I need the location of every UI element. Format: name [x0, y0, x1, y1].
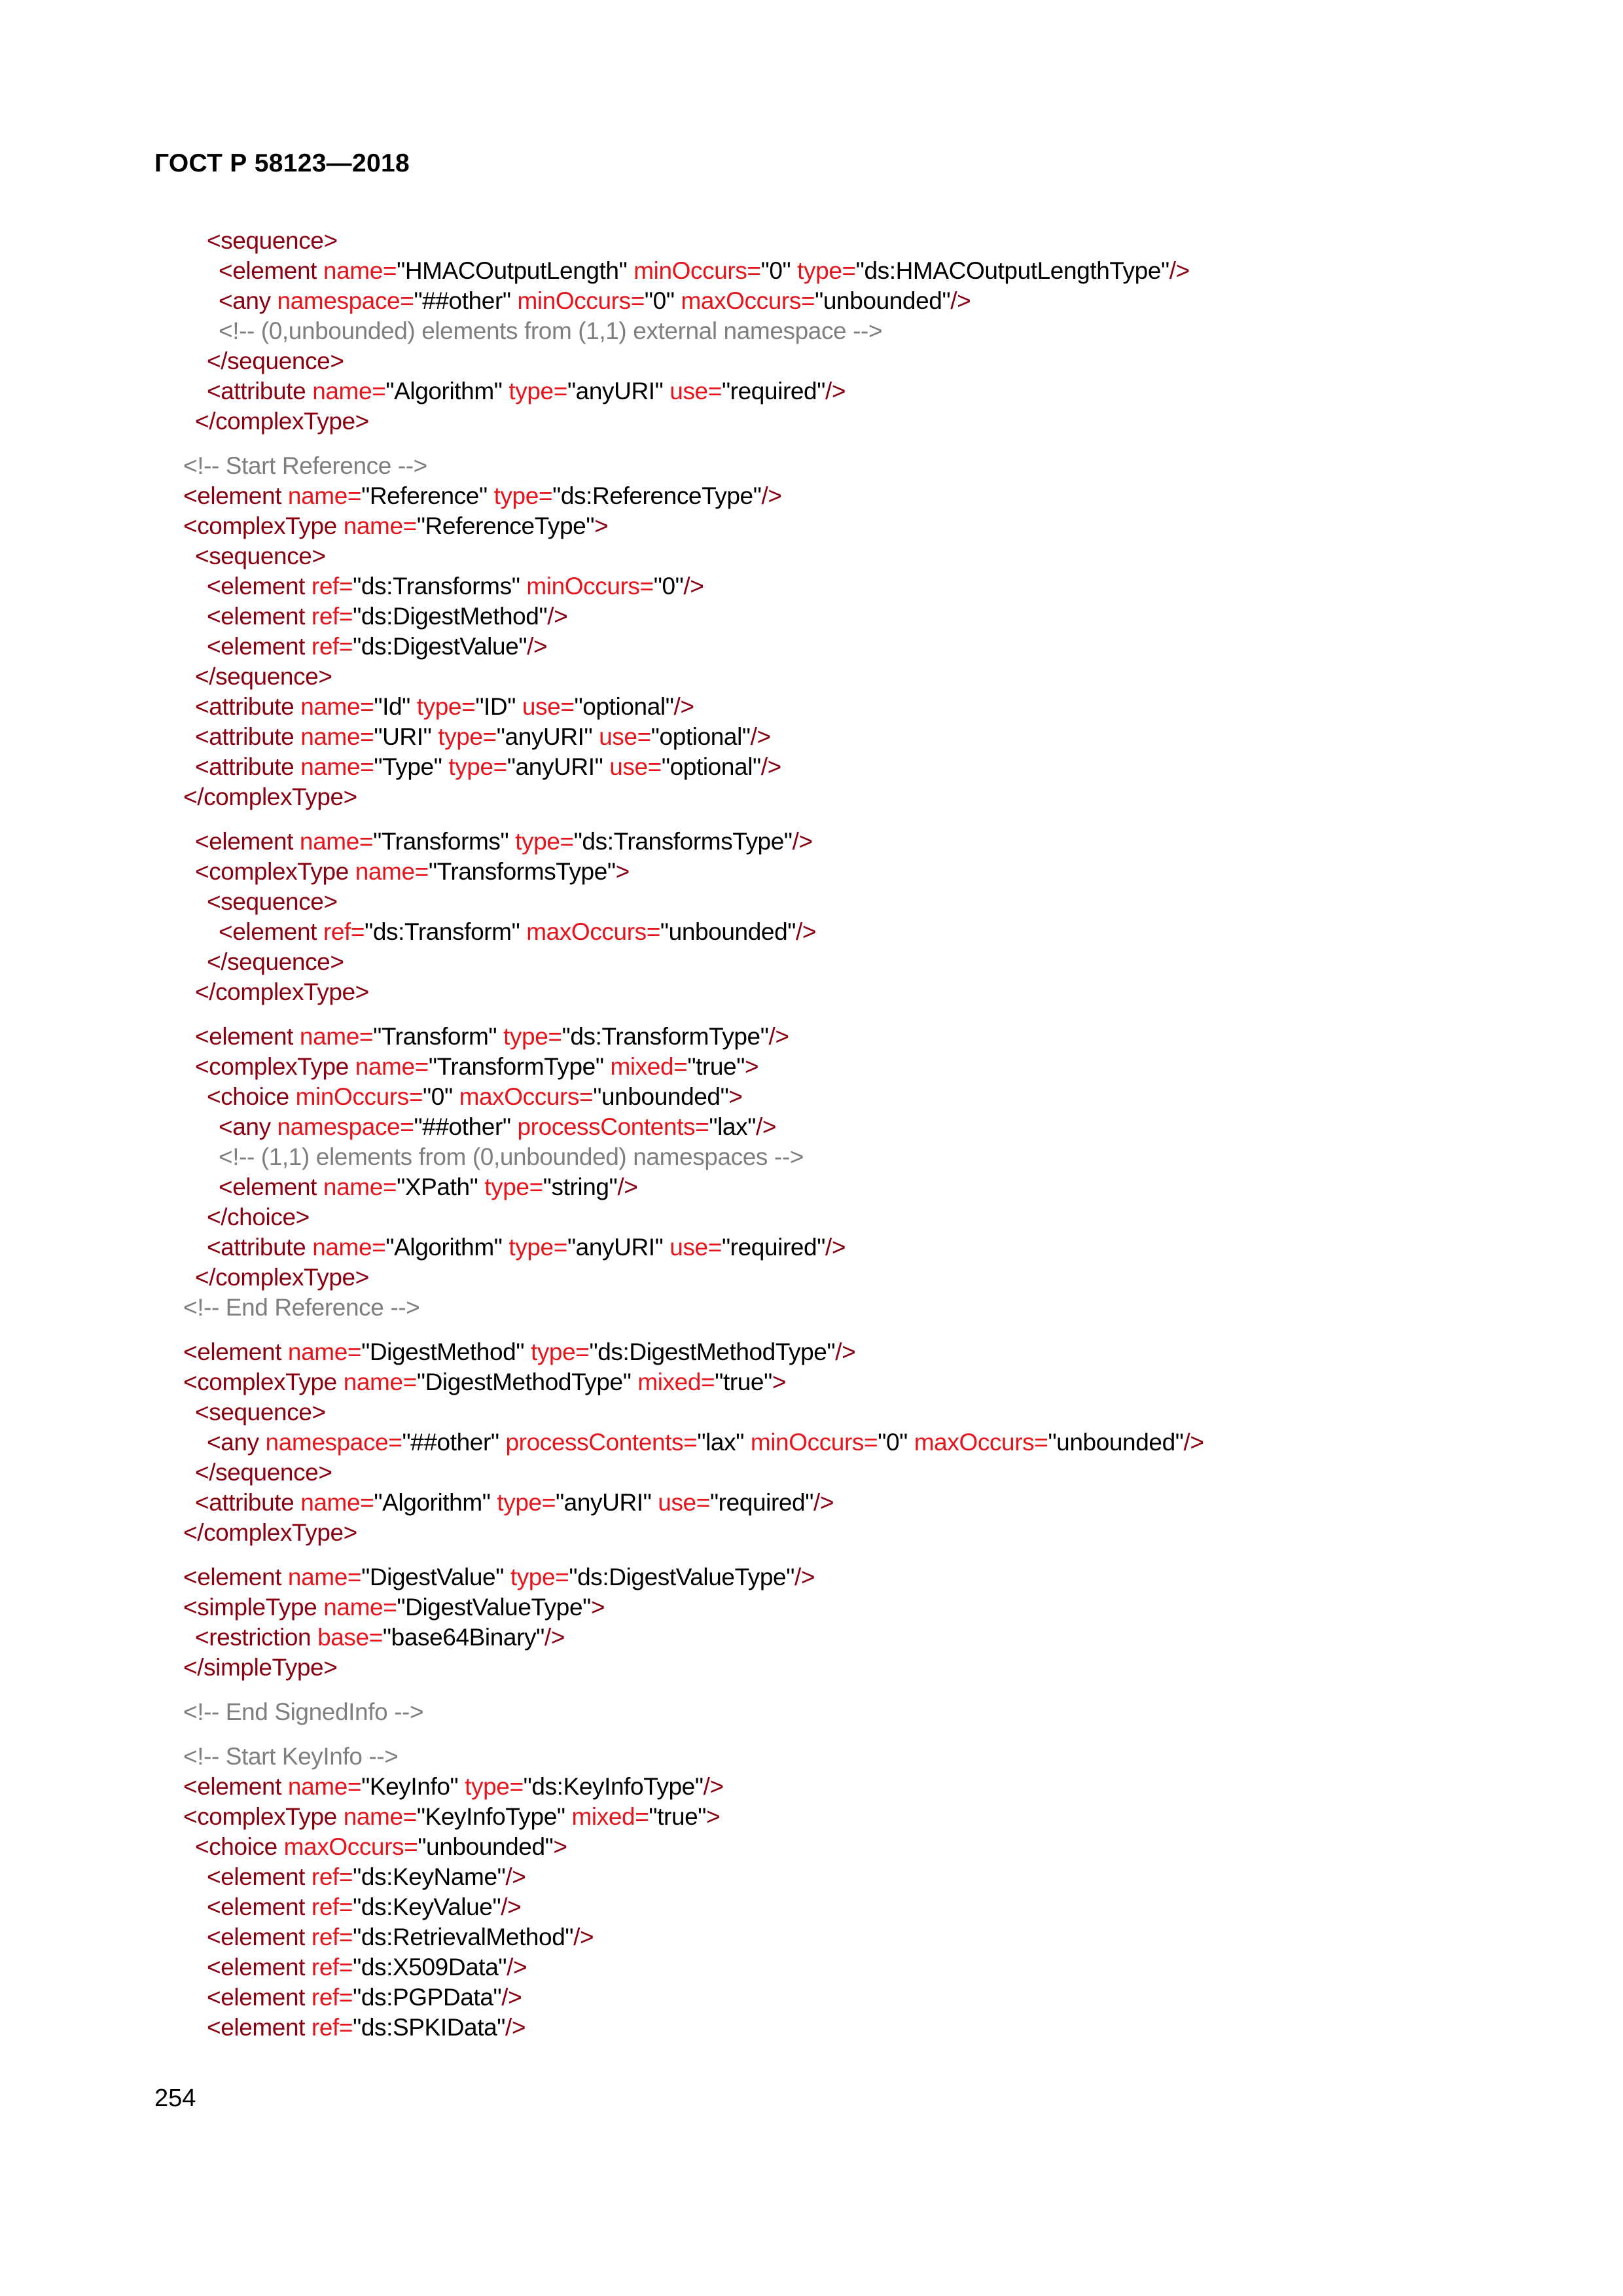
code-line: [0, 1202, 1623, 1232]
code-token-tag: />: [825, 378, 846, 404]
code-token-val: "optional": [661, 753, 761, 780]
code-token-attr: name=: [312, 1234, 386, 1261]
code-token-attr: minOccurs=: [517, 287, 645, 314]
code-token-tag: <sequence>: [195, 543, 326, 569]
code-token-tag: <element: [183, 1564, 288, 1590]
code-token-tag: <simpleType: [183, 1594, 324, 1621]
code-token-attr: mixed=: [637, 1369, 715, 1395]
code-token-tag: <attribute: [207, 378, 313, 404]
code-token-val: "unbounded": [660, 918, 796, 945]
code-token-attr: name=: [287, 1338, 362, 1365]
code-token-tag: <element: [207, 1893, 312, 1920]
code-token-tag: <any: [219, 1113, 277, 1140]
code-line: [0, 1022, 1623, 1052]
code-token-tag: <sequence>: [207, 888, 338, 915]
code-token-attr: name=: [287, 1773, 362, 1800]
code-token-tag: />: [501, 1893, 522, 1920]
code-token-attr: maxOccurs=: [459, 1083, 594, 1110]
code-token-tag: />: [683, 573, 704, 600]
code-token-attr: type=: [465, 1773, 524, 1800]
code-line: [0, 541, 1623, 571]
code-token-attr: minOccurs=: [526, 573, 654, 600]
code-token-attr: name=: [355, 1053, 429, 1080]
code-token-val: "ds:X509Data": [353, 1954, 507, 1981]
code-token-tag: </complexType>: [183, 1519, 357, 1546]
code-line: [0, 1592, 1623, 1623]
code-token-tag: </complexType>: [195, 1264, 369, 1291]
code-token-tag: >: [772, 1369, 787, 1395]
code-line: [0, 1427, 1623, 1458]
code-token-val: "URI": [374, 723, 438, 750]
code-line: [0, 1802, 1623, 1832]
code-token-tag: />: [1169, 257, 1190, 284]
code-token-val: "true": [649, 1803, 707, 1830]
code-token-attr: maxOccurs=: [914, 1429, 1048, 1456]
code-token-tag: />: [544, 1624, 565, 1651]
code-token-val: "Type": [374, 753, 449, 780]
code-token-val: "true": [715, 1369, 772, 1395]
code-token-tag: </sequence>: [207, 948, 344, 975]
page-header: ГОСТ Р 58123—2018: [154, 149, 410, 177]
code-token-attr: maxOccurs=: [283, 1833, 418, 1860]
code-token-val: "##other": [402, 1429, 506, 1456]
code-token-attr: ref=: [311, 1924, 353, 1950]
code-token-val: "Transforms": [373, 828, 516, 855]
code-token-tag: />: [501, 1984, 522, 2011]
code-token-val: "required": [721, 378, 825, 404]
code-token-tag: <element: [183, 482, 288, 509]
code-token-attr: type=: [530, 1338, 590, 1365]
code-token-attr: processContents=: [517, 1113, 709, 1140]
code-token-val: "Algorithm": [385, 1234, 509, 1261]
code-token-attr: name=: [300, 723, 374, 750]
code-line: [0, 286, 1623, 316]
code-token-val: "required": [709, 1489, 813, 1516]
code-token-val: "optional": [651, 723, 751, 750]
code-token-attr: ref=: [311, 1954, 353, 1981]
code-token-val: "unbounded": [418, 1833, 554, 1860]
code-line: [0, 1367, 1623, 1397]
code-line: [0, 1293, 1623, 1323]
code-token-val: "ds:RetrievalMethod": [353, 1924, 574, 1950]
code-token-attr: namespace=: [277, 287, 414, 314]
code-token-attr: minOccurs=: [633, 257, 761, 284]
code-token-val: "ds:Transform": [365, 918, 527, 945]
code-token-tag: <element: [195, 1023, 300, 1050]
code-token-tag: />: [835, 1338, 856, 1365]
code-token-val: "ds:KeyInfoType": [523, 1773, 704, 1800]
code-token-val: "Algorithm": [385, 378, 509, 404]
code-line: [0, 692, 1623, 722]
code-token-tag: />: [813, 1489, 834, 1516]
code-line: [0, 1337, 1623, 1367]
code-token-tag: <any: [219, 287, 277, 314]
code-token-tag: <element: [207, 573, 312, 600]
code-token-val: "Algorithm": [374, 1489, 497, 1516]
code-token-tag: />: [547, 603, 568, 630]
code-token-attr: minOccurs=: [750, 1429, 878, 1456]
code-token-tag: <complexType: [183, 512, 344, 539]
code-token-val: "0": [878, 1429, 914, 1456]
code-token-val: "Transform": [373, 1023, 504, 1050]
code-line: [0, 827, 1623, 857]
code-token-tag: </simpleType>: [183, 1654, 338, 1681]
code-token-attr: ref=: [311, 1893, 353, 1920]
code-token-tag: </choice>: [207, 1204, 310, 1230]
code-line: [0, 887, 1623, 917]
code-token-tag: >: [728, 1083, 743, 1110]
code-token-attr: namespace=: [265, 1429, 402, 1456]
code-token-tag: <element: [195, 828, 300, 855]
code-token-val: "TransformType": [428, 1053, 611, 1080]
code-token-attr: base=: [317, 1624, 383, 1651]
code-token-attr: type=: [515, 828, 574, 855]
code-token-tag: <choice: [207, 1083, 296, 1110]
code-token-attr: mixed=: [571, 1803, 649, 1830]
code-token-val: "string": [543, 1174, 618, 1200]
code-token-val: "XPath": [397, 1174, 485, 1200]
code-line: [0, 2013, 1623, 2043]
code-token-attr: name=: [323, 1594, 397, 1621]
line-gap: [0, 1323, 1623, 1337]
code-token-attr: ref=: [311, 573, 353, 600]
code-token-attr: name=: [300, 1489, 374, 1516]
code-token-attr: name=: [355, 858, 429, 885]
code-token-cmt: <!-- Start Reference -->: [183, 452, 427, 479]
code-line: [0, 601, 1623, 632]
code-token-tag: <element: [219, 257, 323, 284]
code-line: [0, 1518, 1623, 1548]
code-line: [0, 451, 1623, 481]
code-token-attr: name=: [287, 482, 362, 509]
code-line: [0, 1982, 1623, 2013]
code-token-tag: <complexType: [183, 1369, 344, 1395]
line-gap: [0, 812, 1623, 827]
code-token-attr: type=: [797, 257, 856, 284]
code-line: [0, 947, 1623, 977]
code-line: [0, 1232, 1623, 1263]
code-token-val: "anyURI": [507, 753, 610, 780]
code-token-attr: name=: [300, 753, 374, 780]
code-token-val: "##other": [414, 287, 518, 314]
code-token-attr: use=: [599, 723, 651, 750]
code-token-attr: use=: [669, 378, 722, 404]
code-line: [0, 782, 1623, 812]
code-token-val: "ds:Transforms": [353, 573, 527, 600]
code-token-tag: />: [505, 1863, 526, 1890]
code-token-tag: <attribute: [195, 693, 301, 720]
code-token-attr: type=: [448, 753, 507, 780]
code-token-tag: >: [590, 1594, 605, 1621]
code-token-tag: </sequence>: [195, 663, 332, 690]
code-token-tag: </complexType>: [195, 978, 369, 1005]
code-token-attr: name=: [299, 1023, 374, 1050]
code-token-val: "HMACOutputLength": [397, 257, 634, 284]
code-token-tag: <element: [219, 918, 323, 945]
code-token-attr: name=: [312, 378, 386, 404]
code-line: [0, 1653, 1623, 1683]
code-token-val: "unbounded": [593, 1083, 729, 1110]
code-token-tag: </sequence>: [207, 348, 344, 374]
code-token-attr: ref=: [311, 633, 353, 660]
code-token-tag: <any: [207, 1429, 266, 1456]
code-token-attr: processContents=: [505, 1429, 698, 1456]
code-token-attr: name=: [323, 1174, 397, 1200]
code-token-val: "ds:DigestMethodType": [589, 1338, 836, 1365]
code-line: [0, 1697, 1623, 1727]
code-token-val: "ds:SPKIData": [353, 2014, 506, 2041]
code-token-cmt: <!-- End Reference -->: [183, 1294, 420, 1321]
code-line: [0, 1862, 1623, 1892]
code-token-tag: <element: [219, 1174, 323, 1200]
code-token-val: "ds:KeyValue": [353, 1893, 501, 1920]
code-token-cmt: <!-- (0,unbounded) elements from (1,1) external namespace -->: [219, 317, 883, 344]
code-line: [0, 662, 1623, 692]
code-token-tag: />: [794, 1564, 815, 1590]
code-line: [0, 857, 1623, 887]
code-token-tag: >: [615, 858, 630, 885]
code-token-tag: />: [703, 1773, 724, 1800]
code-token-attr: name=: [287, 1564, 362, 1590]
code-token-val: "ds:DigestValue": [353, 633, 527, 660]
code-token-attr: type=: [484, 1174, 543, 1200]
code-token-attr: name=: [323, 257, 397, 284]
code-token-tag: <element: [207, 1984, 312, 2011]
line-gap: [0, 1007, 1623, 1022]
code-token-attr: type=: [416, 693, 476, 720]
code-token-attr: ref=: [311, 1984, 353, 2011]
code-token-attr: ref=: [311, 1863, 353, 1890]
code-token-attr: use=: [522, 693, 575, 720]
code-token-tag: <complexType: [195, 1053, 355, 1080]
code-token-tag: />: [760, 753, 781, 780]
code-token-tag: />: [755, 1113, 777, 1140]
code-line: [0, 511, 1623, 541]
code-token-val: "DigestValueType": [397, 1594, 591, 1621]
code-line: [0, 406, 1623, 437]
line-gap: [0, 1727, 1623, 1742]
code-token-val: "TransformsType": [428, 858, 616, 885]
code-token-tag: />: [507, 1954, 527, 1981]
code-line: [0, 1172, 1623, 1202]
code-line: [0, 1142, 1623, 1172]
code-token-val: "unbounded": [1048, 1429, 1184, 1456]
code-token-tag: <restriction: [195, 1624, 318, 1651]
code-line: [0, 1922, 1623, 1952]
code-token-attr: use=: [669, 1234, 722, 1261]
code-token-attr: ref=: [323, 918, 365, 945]
code-token-val: "KeyInfo": [361, 1773, 465, 1800]
code-token-tag: <element: [183, 1338, 288, 1365]
code-token-val: "ds:HMACOutputLengthType": [855, 257, 1169, 284]
code-token-val: "0": [760, 257, 798, 284]
code-line: [0, 1458, 1623, 1488]
code-token-attr: maxOccurs=: [681, 287, 815, 314]
code-line: [0, 481, 1623, 511]
code-token-val: "ds:KeyName": [353, 1863, 506, 1890]
code-token-tag: />: [1183, 1429, 1204, 1456]
code-token-val: "base64Binary": [382, 1624, 544, 1651]
code-token-attr: namespace=: [277, 1113, 414, 1140]
page-number: 254: [154, 2085, 196, 2112]
code-token-val: "ds:ReferenceType": [552, 482, 762, 509]
code-line: [0, 917, 1623, 947]
code-token-val: "##other": [414, 1113, 518, 1140]
code-token-tag: />: [796, 918, 817, 945]
code-token-attr: name=: [299, 828, 374, 855]
code-token-tag: <element: [207, 1924, 312, 1950]
code-line: [0, 1562, 1623, 1592]
code-token-tag: <attribute: [207, 1234, 313, 1261]
code-line: [0, 722, 1623, 752]
code-token-tag: <element: [207, 1863, 312, 1890]
code-token-tag: </complexType>: [195, 408, 369, 435]
code-token-val: "ds:TransformsType": [573, 828, 793, 855]
code-token-tag: <element: [183, 1773, 288, 1800]
code-token-val: "anyURI": [496, 723, 599, 750]
code-token-attr: name=: [300, 693, 374, 720]
code-token-val: "true": [687, 1053, 745, 1080]
code-line: [0, 226, 1623, 256]
code-token-attr: type=: [510, 1564, 569, 1590]
code-token-val: "DigestMethodType": [416, 1369, 638, 1395]
code-token-tag: <element: [207, 2014, 312, 2041]
code-line: [0, 1952, 1623, 1982]
code-token-tag: <complexType: [183, 1803, 344, 1830]
code-token-attr: type=: [493, 482, 553, 509]
code-token-val: "Id": [374, 693, 417, 720]
code-token-tag: <element: [207, 1954, 312, 1981]
code-line: [0, 1623, 1623, 1653]
code-token-tag: <element: [207, 633, 312, 660]
code-token-val: "anyURI": [567, 1234, 670, 1261]
line-gap: [0, 1548, 1623, 1562]
code-token-attr: use=: [658, 1489, 710, 1516]
code-token-tag: <complexType: [195, 858, 355, 885]
code-token-val: "unbounded": [815, 287, 951, 314]
code-token-val: "DigestValue": [361, 1564, 510, 1590]
code-line: [0, 1112, 1623, 1142]
code-line: [0, 571, 1623, 601]
code-token-val: "required": [721, 1234, 825, 1261]
code-line: [0, 1742, 1623, 1772]
code-token-val: "lax": [697, 1429, 751, 1456]
code-token-val: "optional": [574, 693, 674, 720]
code-token-tag: >: [744, 1053, 759, 1080]
code-token-attr: use=: [609, 753, 662, 780]
code-token-tag: <attribute: [195, 723, 301, 750]
code-token-val: "ReferenceType": [416, 512, 595, 539]
code-token-tag: />: [768, 1023, 789, 1050]
code-token-val: "0": [423, 1083, 459, 1110]
code-line: [0, 1488, 1623, 1518]
code-token-attr: type=: [497, 1489, 556, 1516]
line-gap: [0, 1683, 1623, 1697]
code-token-tag: />: [750, 723, 771, 750]
code-token-attr: minOccurs=: [295, 1083, 423, 1110]
code-token-tag: </sequence>: [195, 1459, 332, 1486]
code-token-attr: name=: [343, 512, 417, 539]
code-line: [0, 346, 1623, 376]
code-token-tag: />: [505, 2014, 526, 2041]
code-token-tag: <element: [207, 603, 312, 630]
code-token-tag: />: [617, 1174, 638, 1200]
code-token-val: "ds:DigestValueType": [569, 1564, 794, 1590]
code-line: [0, 1772, 1623, 1802]
code-token-attr: ref=: [311, 2014, 353, 2041]
code-line: [0, 977, 1623, 1007]
code-token-attr: mixed=: [610, 1053, 688, 1080]
code-token-val: "ds:PGPData": [353, 1984, 502, 2011]
code-token-tag: <attribute: [195, 1489, 301, 1516]
code-token-tag: <attribute: [195, 753, 301, 780]
code-token-tag: >: [706, 1803, 721, 1830]
line-gap: [0, 437, 1623, 451]
code-token-attr: type=: [438, 723, 497, 750]
code-token-val: "DigestMethod": [361, 1338, 531, 1365]
code-token-attr: type=: [508, 378, 567, 404]
code-token-tag: />: [792, 828, 813, 855]
code-token-cmt: <!-- Start KeyInfo -->: [183, 1743, 399, 1770]
code-line: [0, 376, 1623, 406]
code-line: [0, 1832, 1623, 1862]
code-token-val: "KeyInfoType": [416, 1803, 572, 1830]
code-token-val: "Reference": [361, 482, 494, 509]
code-token-tag: />: [761, 482, 782, 509]
code-token-tag: <sequence>: [195, 1399, 326, 1426]
code-line: [0, 1397, 1623, 1427]
code-line: [0, 752, 1623, 782]
code-token-tag: />: [673, 693, 694, 720]
code-token-tag: <sequence>: [207, 227, 338, 254]
code-token-tag: />: [825, 1234, 846, 1261]
code-token-tag: />: [573, 1924, 594, 1950]
code-token-attr: name=: [343, 1803, 417, 1830]
code-token-attr: ref=: [311, 603, 353, 630]
code-line: [0, 1082, 1623, 1112]
code-token-tag: />: [527, 633, 548, 660]
code-token-val: "ds:DigestMethod": [353, 603, 548, 630]
code-line: [0, 1892, 1623, 1922]
code-token-val: "0": [644, 287, 681, 314]
code-line: [0, 316, 1623, 346]
code-token-cmt: <!-- End SignedInfo -->: [183, 1698, 424, 1725]
code-token-val: "0": [653, 573, 684, 600]
code-token-tag: >: [553, 1833, 567, 1860]
code-token-tag: >: [594, 512, 609, 539]
code-token-cmt: <!-- (1,1) elements from (0,unbounded) namespaces -->: [219, 1143, 804, 1170]
code-token-val: "ds:TransformType": [562, 1023, 769, 1050]
code-token-val: "lax": [709, 1113, 756, 1140]
code-line: [0, 1263, 1623, 1293]
code-token-attr: name=: [343, 1369, 417, 1395]
code-line: [0, 632, 1623, 662]
code-token-val: "ID": [475, 693, 522, 720]
code-token-tag: />: [950, 287, 971, 314]
code-line: [0, 256, 1623, 286]
code-line: [0, 1052, 1623, 1082]
code-token-attr: type=: [508, 1234, 567, 1261]
code-token-tag: </complexType>: [183, 783, 357, 810]
code-token-val: "anyURI": [567, 378, 670, 404]
code-token-attr: type=: [503, 1023, 562, 1050]
code-token-attr: maxOccurs=: [526, 918, 660, 945]
code-token-val: "anyURI": [555, 1489, 658, 1516]
xml-schema-code-listing: [0, 226, 1623, 2043]
code-token-tag: <choice: [195, 1833, 284, 1860]
